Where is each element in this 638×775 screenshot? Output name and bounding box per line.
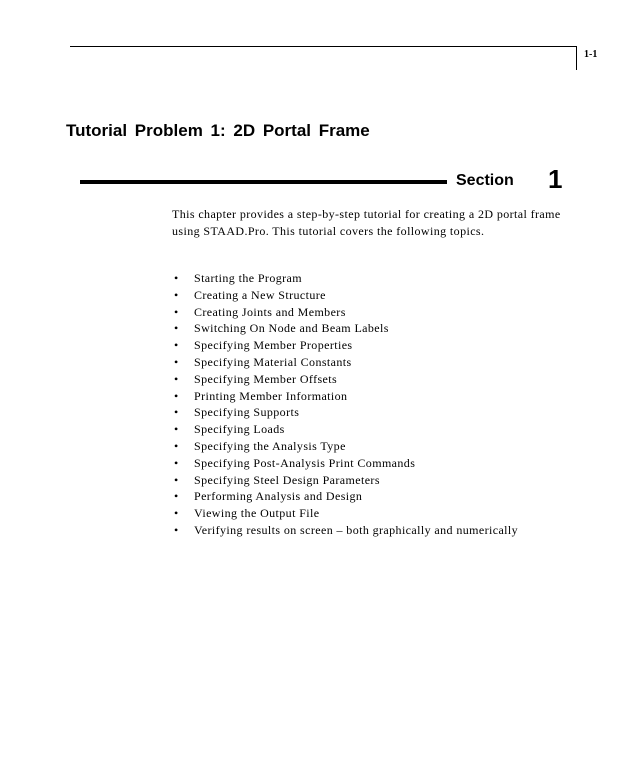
topic-label: Creating a New Structure (194, 287, 326, 302)
topic-label: Starting the Program (194, 271, 302, 285)
topic-label: Specifying Member Properties (194, 338, 353, 353)
list-item (172, 354, 572, 371)
topic-label: Specifying Material Constants (194, 354, 352, 369)
list-item (172, 404, 572, 421)
bullet-icon: • (174, 338, 179, 353)
bullet-icon: • (174, 455, 179, 470)
bullet-icon: • (174, 506, 179, 521)
intro-paragraph: This chapter provides a step-by-step tutorial for creating a 2D portal frame using STAAD.Pro. This tutorial covers the following topics. (172, 207, 561, 238)
bullet-icon: • (174, 321, 179, 336)
list-item (172, 455, 572, 472)
topic-label: Specifying Steel Design Parameters (194, 472, 380, 487)
list-item (172, 304, 572, 321)
list-item (172, 270, 572, 287)
topic-label: Specifying Supports (194, 405, 300, 420)
topic-label: Verifying results on screen – both graphically and numerically (194, 522, 519, 537)
topic-label: Specifying Loads (194, 422, 285, 437)
bullet-icon: • (174, 472, 179, 487)
section-number: 1 (548, 164, 563, 194)
list-item (172, 287, 572, 304)
topic-label: Printing Member Information (194, 388, 348, 403)
topic-label: Switching On Node and Beam Labels (194, 321, 389, 336)
topics-list (172, 270, 572, 539)
list-item (172, 488, 572, 505)
page-number: 1-1 (584, 49, 598, 60)
topic-label: Specifying the Analysis Type (194, 438, 346, 453)
list-item (172, 522, 572, 539)
bullet-icon: • (174, 422, 179, 437)
bullet-icon: • (174, 405, 179, 420)
list-item (172, 472, 572, 489)
header-rule (70, 46, 577, 47)
list-item (172, 371, 572, 388)
topic-label: Viewing the Output File (194, 506, 320, 521)
bullet-icon: • (174, 304, 179, 319)
topic-label: Specifying Post-Analysis Print Commands (194, 455, 416, 470)
list-item (172, 505, 572, 522)
chapter-title: Tutorial Problem 1: 2D Portal Frame (66, 121, 370, 140)
list-item (172, 388, 572, 405)
list-item (172, 421, 572, 438)
bullet-icon: • (174, 287, 179, 302)
topic-label: Specifying Member Offsets (194, 371, 338, 386)
section-label: Section (456, 172, 514, 189)
list-item (172, 320, 572, 337)
topic-label: Creating Joints and Members (194, 304, 346, 319)
bullet-icon: • (174, 438, 179, 453)
bullet-icon: • (174, 271, 179, 285)
topic-label: Performing Analysis and Design (194, 489, 363, 504)
bullet-icon: • (174, 371, 179, 386)
header-tick (576, 46, 577, 70)
list-item (172, 337, 572, 354)
list-item (172, 438, 572, 455)
bullet-icon: • (174, 489, 179, 504)
section-rule (80, 180, 447, 184)
bullet-icon: • (174, 354, 179, 369)
bullet-icon: • (174, 388, 179, 403)
bullet-icon: • (174, 522, 179, 537)
